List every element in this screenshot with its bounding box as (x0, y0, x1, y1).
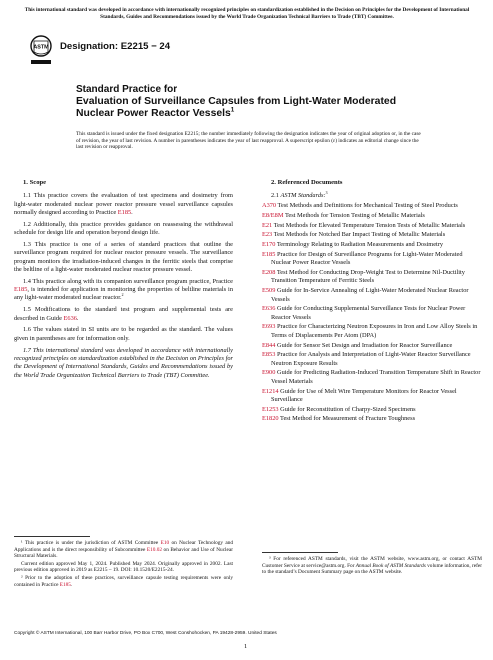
edition-note: Current edition approved May 1, 2024. Published May 2024. Originally approved in 2002. Last previous edition approved in 2019 as E2215 – 19. DOI: 10.1520/E2215-24. (14, 560, 233, 574)
reference-link[interactable]: E636 (262, 305, 276, 313)
reference-link[interactable]: E170 (262, 241, 276, 249)
reference-item (262, 323, 482, 340)
footnote-1 (14, 540, 233, 560)
reference-link[interactable]: E853 (262, 351, 276, 359)
reference-title: Test Methods for Notched Bar Impact Testing of Metallic Materials (272, 231, 446, 239)
fn1-text: ¹ This practice is under the jurisdiction of ASTM Committee (21, 540, 161, 546)
punct: . (76, 314, 79, 322)
footnote-3 (262, 556, 482, 577)
reference-list (262, 202, 482, 424)
reference-title: Guide for Reconstitution of Charpy-Sized Specimens (278, 405, 416, 413)
link-e10[interactable]: E10 (160, 540, 170, 546)
reference-title: Test Methods and Definitions for Mechanical Testing of Steel Products (276, 202, 458, 210)
link-e10-02[interactable]: E10.02 (146, 546, 163, 553)
para-1-1 (14, 192, 233, 217)
reference-item (262, 287, 482, 304)
reference-title: Guide for Conducting Supplemental Surveillance Tests for Nuclear Power Reactor Vessels (271, 305, 466, 321)
reference-link[interactable]: E185 (262, 251, 276, 259)
reference-item (262, 388, 482, 405)
title-block (76, 84, 416, 120)
footnote-3-text (262, 556, 482, 576)
left-column (14, 176, 233, 383)
link-e185[interactable]: E185 (117, 208, 132, 216)
reference-link[interactable]: E844 (262, 341, 276, 349)
reference-title: Guide for Predicting Radiation-Induced Transition Temperature Shift in Reactor Vessel Materials (271, 369, 481, 385)
document-title (76, 96, 416, 120)
copyright-line: Copyright © ASTM International, 100 Barr Harbor Drive, PO Box C700, West Conshohocken, PA 19428-2959. United States (14, 631, 277, 636)
para-1-4-text: 1.4 This practice along with its companion surveillance program practice, Practice (23, 277, 233, 285)
tbt-notice: This international standard was developed in accordance with internationally recognized principles on standardization established in the Decision on Principles for the Development of International Standards, Guides and Recommendations issued by the World Trade Organization Technical Barriers to Trade (TBT) Committee. (24, 7, 470, 20)
para-1-7 (14, 347, 233, 380)
reference-title: Practice for Analysis and Interpretation of Light-Water Reactor Surveillance Neutron Exposure Results (271, 351, 471, 367)
reference-title: Test Methods for Elevated Temperature Tension Tests of Metallic Materials (272, 221, 466, 229)
title-footnote-mark: 1 (230, 106, 235, 114)
footnote-rule (14, 536, 90, 537)
reference-link[interactable]: E23 (262, 231, 273, 239)
reference-title: Test Methods for Tension Testing of Metallic Materials (283, 211, 425, 219)
footnote-2 (14, 575, 233, 588)
fn3-italic: Annual Book of ASTM Standards (355, 562, 426, 569)
designation: Designation: E2215 − 24 (60, 41, 171, 52)
scope-heading: 1. Scope (23, 179, 47, 186)
reference-title: Test Method for Measurement of Fracture Toughness (278, 415, 416, 423)
para-1-6: 1.6 The values stated in SI units are to be regarded as the standard. The values given in parentheses are for information only. (14, 326, 233, 342)
reference-item (262, 202, 482, 210)
footnote-rule (262, 552, 338, 553)
reference-title: Guide for Use of Melt Wire Temperature Monitors for Reactor Vessel Surveillance (271, 387, 457, 403)
reference-item (262, 241, 482, 249)
reference-item (262, 406, 482, 414)
para-1-4 (14, 278, 233, 303)
reference-item (262, 305, 482, 322)
reference-title: Test Method for Conducting Drop-Weight Test to Determine Nil-Ductility Transition Temperature of Ferritic Steels (271, 269, 465, 285)
para-1-2: 1.2 Additionally, this practice provides guidance on reassessing the withdrawal schedule for design life and operation beyond design life. (14, 220, 233, 237)
para-1-4-text-end: , is intended for application in monitoring the properties of beltline materials in any light-water moderated nuclear reactor. (14, 286, 233, 302)
footnotes-left (14, 540, 233, 589)
sub-title: ASTM Standards: (280, 192, 326, 200)
page-number: 1 (244, 643, 248, 650)
reference-item (262, 369, 482, 386)
astm-logo-icon (30, 35, 52, 66)
title-prefix: Standard Practice for (76, 84, 178, 95)
sub-number: 2.1 (271, 192, 281, 200)
fn1-text-2: on Nuclear Technology and Applications and is the direct responsibility of Subcommittee (14, 540, 233, 553)
reference-item (262, 351, 482, 368)
reference-link[interactable]: E1820 (262, 415, 279, 423)
reference-link[interactable]: E1253 (262, 405, 279, 413)
fn2-text: ² Prior to the adoption of these practices, surveillance capsule testing requirements were only contained in Practice (14, 574, 233, 588)
fn1-text-3: on Behavior and Use of Nuclear Structural Materials. (14, 546, 233, 560)
reference-link[interactable]: E8/E8M (262, 211, 284, 219)
link-e636[interactable]: E636 (63, 314, 77, 322)
reference-item (262, 251, 482, 268)
para-1-5-text: 1.5 Modifications to the standard test program and supplemental tests are described in Guide (14, 306, 233, 322)
para-1-7-text: 1.7 This international standard was developed in accordance with internationally recognized principles on standardization established in the Decision on Principles for the Development of International Standards, Guides and Recommendations issued by the World Trade Organization Technical Barriers to Trade (TBT) Committee. (14, 346, 233, 379)
reference-link[interactable]: A370 (262, 202, 277, 210)
reference-item (262, 269, 482, 286)
svg-text:ASTM: ASTM (33, 44, 49, 51)
link-e185[interactable]: E185 (59, 581, 71, 588)
reference-link[interactable]: E900 (262, 369, 276, 377)
punct: . (131, 208, 133, 216)
footnote-mark-3: 3 (325, 191, 328, 196)
reference-title: Terminology Relating to Radiation Measurements and Dosimetry (275, 241, 444, 249)
right-column (262, 176, 482, 425)
footnote-mark-2: 2 (121, 293, 124, 298)
punct: . (70, 581, 73, 588)
reference-item (262, 231, 482, 239)
reference-link[interactable]: E1214 (262, 387, 279, 395)
fn3-text: ³ For referenced ASTM standards, visit the ASTM website, www.astm.org, or contact ASTM Customer Service at service@astm.org. For (262, 556, 482, 569)
reference-title: Guide for In-Service Annealing of Light-Water Moderated Nuclear Reactor Vessels (271, 287, 469, 303)
para-1-3: 1.3 This practice is one of a series of standard practices that outline the surveillance program required for nuclear reactor pressure vessels. The surveillance program monitors the irradiation-induced changes in the ferritic steels that comprise the beltline of a light-water moderated nuclear reactor pressure vessel. (14, 240, 233, 273)
reference-link[interactable]: E208 (262, 269, 276, 277)
issuance-statement: This standard is issued under the fixed designation E2215; the number immediately following the designation indicates the year of original adoption or, in the case of revision, the year of last revision. A number in parentheses indicates the year of last reapproval. A superscript epsilon (ε) indicates an editorial change since the last revision or reapproval. (76, 131, 421, 151)
document-title-text: Evaluation of Surveillance Capsules from Light-Water Moderated Nuclear Power Reactor Vessels (76, 96, 397, 119)
references-heading: 2. Referenced Documents (271, 179, 343, 186)
para-1-5 (14, 306, 233, 323)
astm-standards-subheading (262, 192, 482, 200)
reference-link[interactable]: E509 (262, 287, 276, 295)
link-e185[interactable]: E185 (14, 286, 28, 294)
reference-item (262, 342, 482, 350)
reference-link[interactable]: E693 (262, 323, 276, 331)
para-1-1-text: 1.1 This practice covers the evaluation of test specimens and dosimetry from light-water moderated nuclear power reactor pressure vessel surveillance capsules normally designed according to Practice (14, 192, 233, 216)
reference-item (262, 222, 482, 230)
fn3-text-end: volume information, refer to the standard’s Document Summary page on the ASTM website. (262, 562, 483, 576)
reference-title: Guide for Sensor Set Design and Irradiation for Reactor Surveillance (275, 341, 453, 349)
reference-title: Practice for Design of Surveillance Programs for Light-Water Moderated Nuclear Power Reactor Vessels (271, 251, 463, 267)
reference-title: Practice for Characterizing Neutron Exposures in Iron and Low Alloy Steels in Terms of Displacements Per Atom (DPA) (271, 323, 478, 339)
reference-item (262, 212, 482, 220)
reference-item (262, 415, 482, 423)
reference-link[interactable]: E21 (262, 221, 273, 229)
